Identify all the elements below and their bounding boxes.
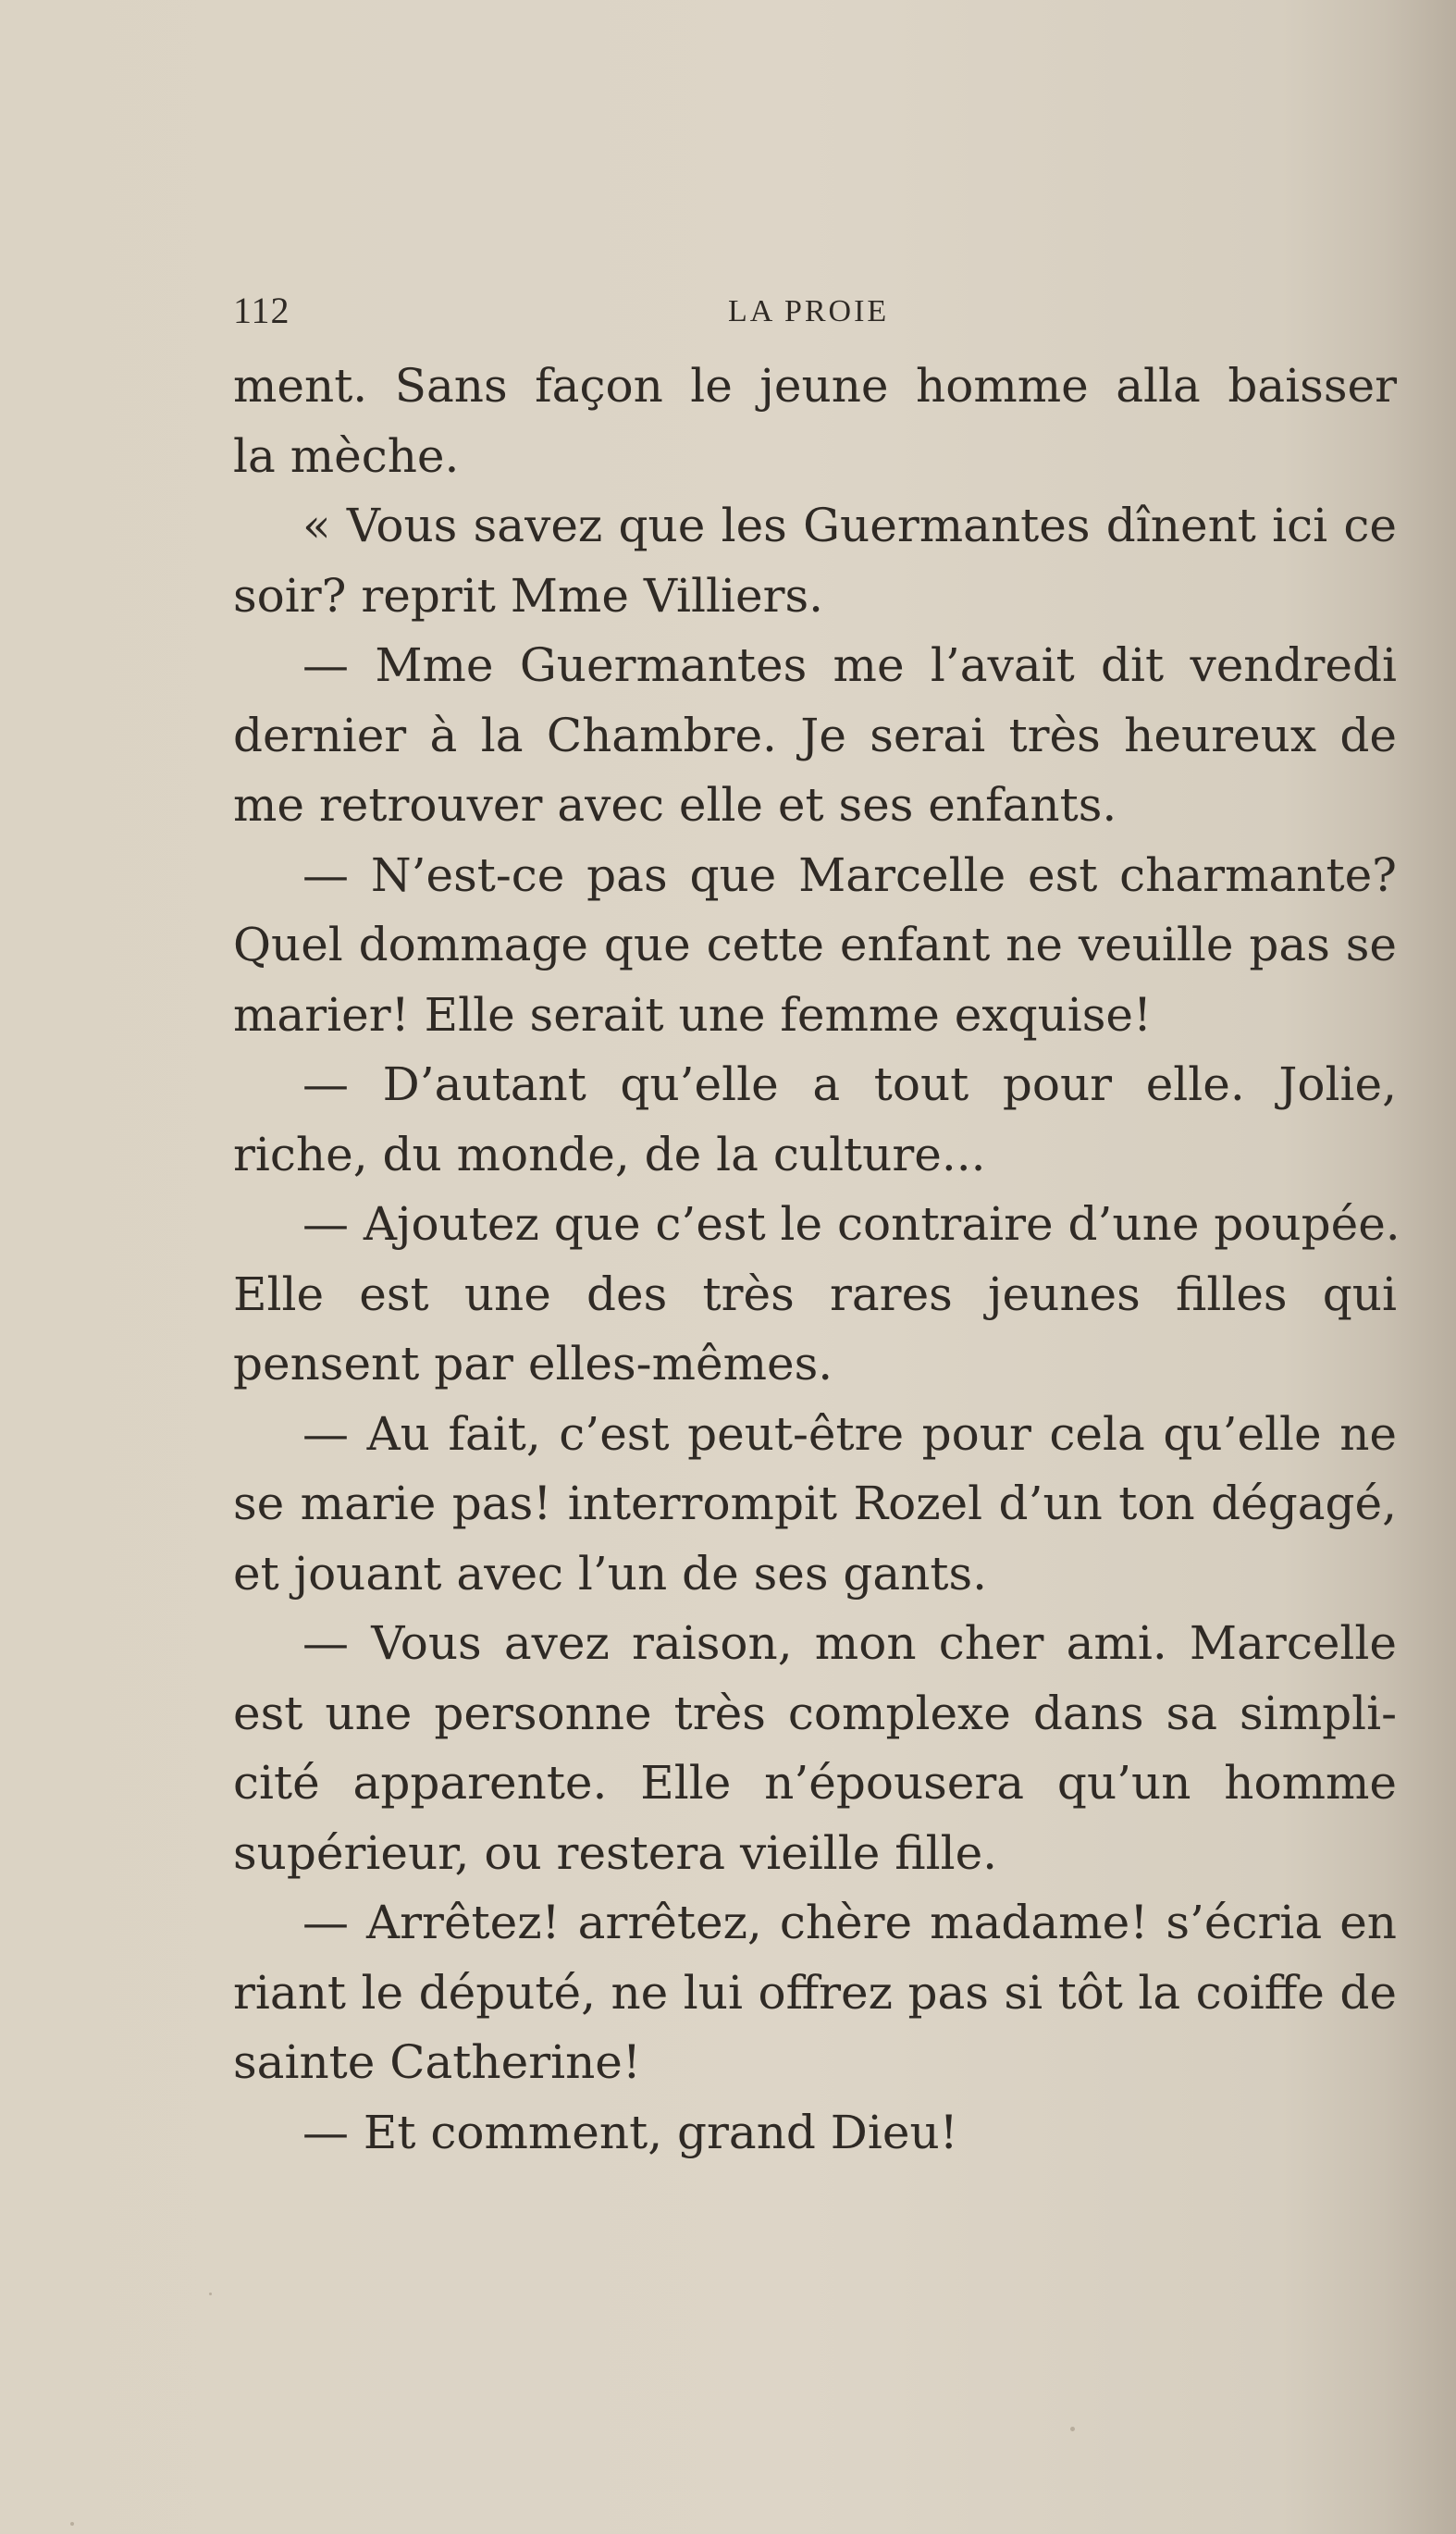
text-line: soir? reprit Mme Villiers. — [233, 568, 824, 623]
text-line: marier! Elle serait une femme exquise! — [233, 987, 1153, 1042]
text-line: est une personne très complexe dans sa simpli- — [233, 1686, 1397, 1740]
text-line: cité apparente. Elle n’épousera qu’un homme — [233, 1756, 1397, 1810]
text-line: me retrouver avec elle et ses enfants. — [233, 778, 1117, 832]
text-line: riche, du monde, de la culture... — [233, 1127, 986, 1181]
text-line: la mèche. — [233, 428, 460, 483]
text-line: supérieur, ou restera vieille fille. — [233, 1825, 998, 1880]
text-line: Elle est une des très rares jeunes filles qui — [233, 1267, 1397, 1321]
text-line: sainte Catherine! — [233, 2035, 641, 2089]
paper-speck — [209, 2293, 212, 2295]
page-number: 112 — [233, 290, 290, 331]
paper-speck — [70, 2522, 74, 2526]
text-line: « Vous savez que les Guermantes dînent ici ce — [302, 499, 1397, 552]
text-line: — Mme Guermantes me l’avait dit vendredi — [302, 638, 1397, 692]
page-header — [233, 289, 913, 344]
text-line: — D’autant qu’elle a tout pour elle. Jolie, — [302, 1057, 1397, 1111]
text-line: — Ajoutez que c’est le contraire d’une poupée. — [302, 1197, 1400, 1251]
text-line: pensent par elles-mêmes. — [233, 1337, 833, 1391]
text-line: — N’est-ce pas que Marcelle est charmante? — [302, 847, 1397, 902]
text-line: — Arrêtez! arrêtez, chère madame! s’écria en — [302, 1896, 1397, 1949]
text-line: se marie pas! interrompit Rozel d’un ton dégagé, — [233, 1477, 1397, 1530]
paper-speck — [1070, 2427, 1075, 2431]
body-text — [233, 352, 1400, 2168]
text-line: dernier à la Chambre. Je serai très heureux de — [233, 708, 1397, 762]
text-line: — Et comment, grand Dieu! — [302, 2105, 958, 2159]
text-line: ment. Sans façon le jeune homme alla baisser — [233, 359, 1397, 413]
text-line: riant le député, ne lui offrez pas si tôt la coiffe de — [233, 1965, 1397, 2020]
text-line: Quel dommage que cette enfant ne veuille pas se — [233, 918, 1397, 971]
text-line: — Au fait, c’est peut-être pour cela qu’elle ne — [302, 1406, 1397, 1461]
text-line: et jouant avec l’un de ses gants. — [233, 1546, 988, 1601]
running-title: LA PROIE — [728, 294, 890, 328]
text-line: — Vous avez raison, mon cher ami. Marcelle — [302, 1616, 1397, 1670]
